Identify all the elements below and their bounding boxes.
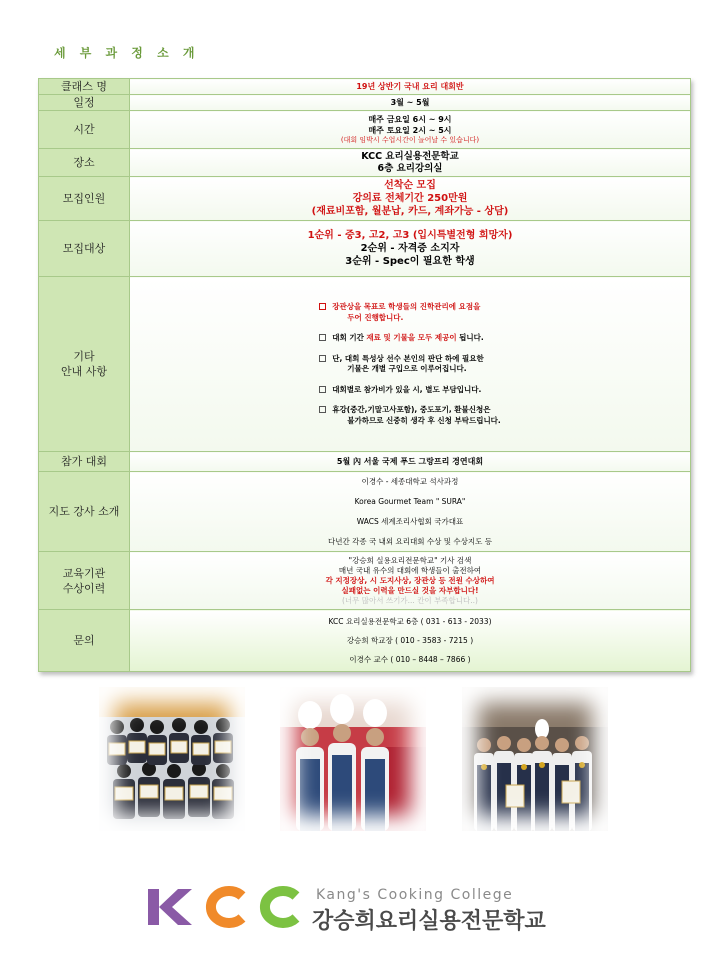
row-time <box>39 111 691 149</box>
inquiry-line-3: 이경수 교수 ( 010 – 8448 – 7866 ) <box>349 655 471 664</box>
place-line-1: KCC 요리실용전문학교 <box>361 150 459 162</box>
time-line-1: 매주 금요일 6시 ~ 9시 <box>368 115 452 124</box>
etc-note-4-text: 대회별로 참가비가 있을 시, 별도 부담입니다. <box>332 384 482 394</box>
value-etc <box>130 277 691 452</box>
etc-label-line-1: 기타 <box>73 350 95 363</box>
target-line-3: 3순위 - Spec이 필요한 학생 <box>345 256 475 267</box>
recruit-line-1: 선착순 모집 <box>384 180 436 191</box>
square-bullet-icon <box>319 406 326 413</box>
label-competition: 참가 대회 <box>39 452 130 472</box>
label-time: 시간 <box>39 111 130 149</box>
etc-note-2 <box>319 333 501 344</box>
lecturer-line-2: Korea Gourmet Team " SURA" <box>354 497 466 506</box>
value-lecturer <box>130 472 691 552</box>
etc-note-5-b: 불가하므로 신중히 생각 후 신청 부탁드립니다. <box>347 415 501 425</box>
etc-note-3 <box>319 354 501 375</box>
awards-line-4: 실패없는 이력을 만드실 것을 자부합니다! <box>341 585 479 595</box>
etc-note-5 <box>319 405 501 426</box>
target-line-1: 1순위 - 중3, 고2, 고3 (입시특별전형 희망자) <box>307 230 513 241</box>
value-inquiry <box>130 610 691 672</box>
row-class-name <box>39 79 691 95</box>
row-lecturer <box>39 472 691 552</box>
value-competition: 5월 內 서울 국제 푸드 그랑프리 경연대회 <box>130 452 691 472</box>
etc-note-2-red: 재료 및 기물을 모두 제공이 <box>366 333 457 342</box>
etc-note-3-a: 단, 대회 특성상 선수 본인의 판단 하에 필요한 <box>332 353 484 363</box>
kcc-logo-mark <box>146 886 306 928</box>
value-recruit <box>130 177 691 221</box>
time-line-2: 매주 토요일 2시 ~ 5시 <box>368 126 452 135</box>
etc-note-5-a: 휴강(중간,기말고사포함), 중도포기, 환불신청은 <box>332 405 491 414</box>
recruit-line-3: (재료비포함, 월분납, 카드, 계좌가능 - 상담) <box>311 206 509 217</box>
value-awards <box>130 552 691 610</box>
row-schedule <box>39 95 691 111</box>
value-time <box>130 111 691 149</box>
label-recruit: 모집인원 <box>39 177 130 221</box>
course-info-table <box>38 78 691 672</box>
section-title: 세 부 과 정 소 개 <box>54 46 200 60</box>
etc-label-line-2: 안내 사항 <box>60 365 107 378</box>
photo-chefs-group <box>280 687 426 831</box>
lecturer-line-1: 이경수 - 세종대학교 석사과정 <box>361 477 459 486</box>
value-place <box>130 149 691 177</box>
etc-note-2-post: 됩니다. <box>456 333 484 342</box>
label-target: 모집대상 <box>39 221 130 277</box>
logo-c-orange <box>211 891 242 923</box>
square-bullet-icon <box>319 355 326 362</box>
logo-english-name: Kang's Cooking College <box>316 887 514 903</box>
label-schedule: 일정 <box>39 95 130 111</box>
row-place <box>39 149 691 177</box>
value-class-name: 19년 상반기 국내 요리 대회반 <box>130 79 691 95</box>
row-etc <box>39 277 691 452</box>
time-note: (대회 임박시 수업시간이 늘어날 수 있습니다) <box>340 136 480 144</box>
row-target <box>39 221 691 277</box>
etc-note-1-a: 장관상을 목표로 학생들의 진학관리에 요점을 <box>332 302 481 311</box>
row-inquiry <box>39 610 691 672</box>
label-lecturer: 지도 강사 소개 <box>39 472 130 552</box>
etc-note-3-b: 기물은 개별 구입으로 이루어집니다. <box>347 364 467 373</box>
inquiry-line-2: 강승희 학교장 ( 010 - 3583 - 7215 ) <box>346 636 474 645</box>
photo-students-certificates <box>99 687 245 831</box>
awards-line-3: 각 지정장상, 시 도지사상, 장관상 등 전원 수상하여 <box>325 575 495 585</box>
place-line-2: 6층 요리강의실 <box>377 162 443 174</box>
awards-line-5: (너무 많아서 쓰기가... 칸이 부족합니다..) <box>342 595 478 605</box>
recruit-line-2: 강의료 전체기간 250만원 <box>352 193 468 204</box>
etc-note-4 <box>319 385 501 396</box>
label-inquiry: 문의 <box>39 610 130 672</box>
photo-fade <box>462 687 608 831</box>
awards-line-1: "강승희 실용요리전문학교" 기사 검색 <box>348 555 472 565</box>
square-bullet-icon <box>319 334 326 341</box>
logo-c-green <box>265 891 296 923</box>
awards-line-2: 매년 국내 유수의 대회에 학생들이 출전하여 <box>338 565 482 575</box>
inquiry-line-1: KCC 요리실용전문학교 6층 ( 031 - 613 - 2033) <box>328 617 492 626</box>
label-etc <box>39 277 130 452</box>
awards-label-line-1: 교육기관 <box>62 566 106 580</box>
logo-korean-name: 강승희요리실용전문학교 <box>312 909 546 934</box>
logo-k <box>148 889 192 925</box>
etc-note-1-b: 두어 진행합니다. <box>347 312 404 322</box>
lecturer-line-3: WACS 세계조리사협회 국가대표 <box>356 517 464 526</box>
etc-note-1 <box>319 302 501 323</box>
photo-fade <box>99 687 245 831</box>
awards-label-line-2: 수상이력 <box>62 581 106 595</box>
label-place: 장소 <box>39 149 130 177</box>
label-awards <box>39 552 130 610</box>
square-bullet-icon <box>319 386 326 393</box>
etc-notes <box>319 292 501 436</box>
row-recruit <box>39 177 691 221</box>
target-line-2: 2순위 - 자격증 소지자 <box>360 243 460 254</box>
photo-chefs-medals <box>462 687 608 831</box>
value-schedule: 3월 ~ 5월 <box>130 95 691 111</box>
value-target <box>130 221 691 277</box>
photo-fade <box>280 687 426 831</box>
etc-note-2-pre: 대회 기간 <box>332 333 367 342</box>
lecturer-line-4: 다년간 각종 국 내외 요리대회 수상 및 수상지도 등 <box>328 537 492 546</box>
row-competition <box>39 452 691 472</box>
label-class-name: 클래스 명 <box>39 79 130 95</box>
kcc-logo <box>146 886 586 942</box>
row-awards <box>39 552 691 610</box>
square-bullet-icon <box>319 303 326 310</box>
